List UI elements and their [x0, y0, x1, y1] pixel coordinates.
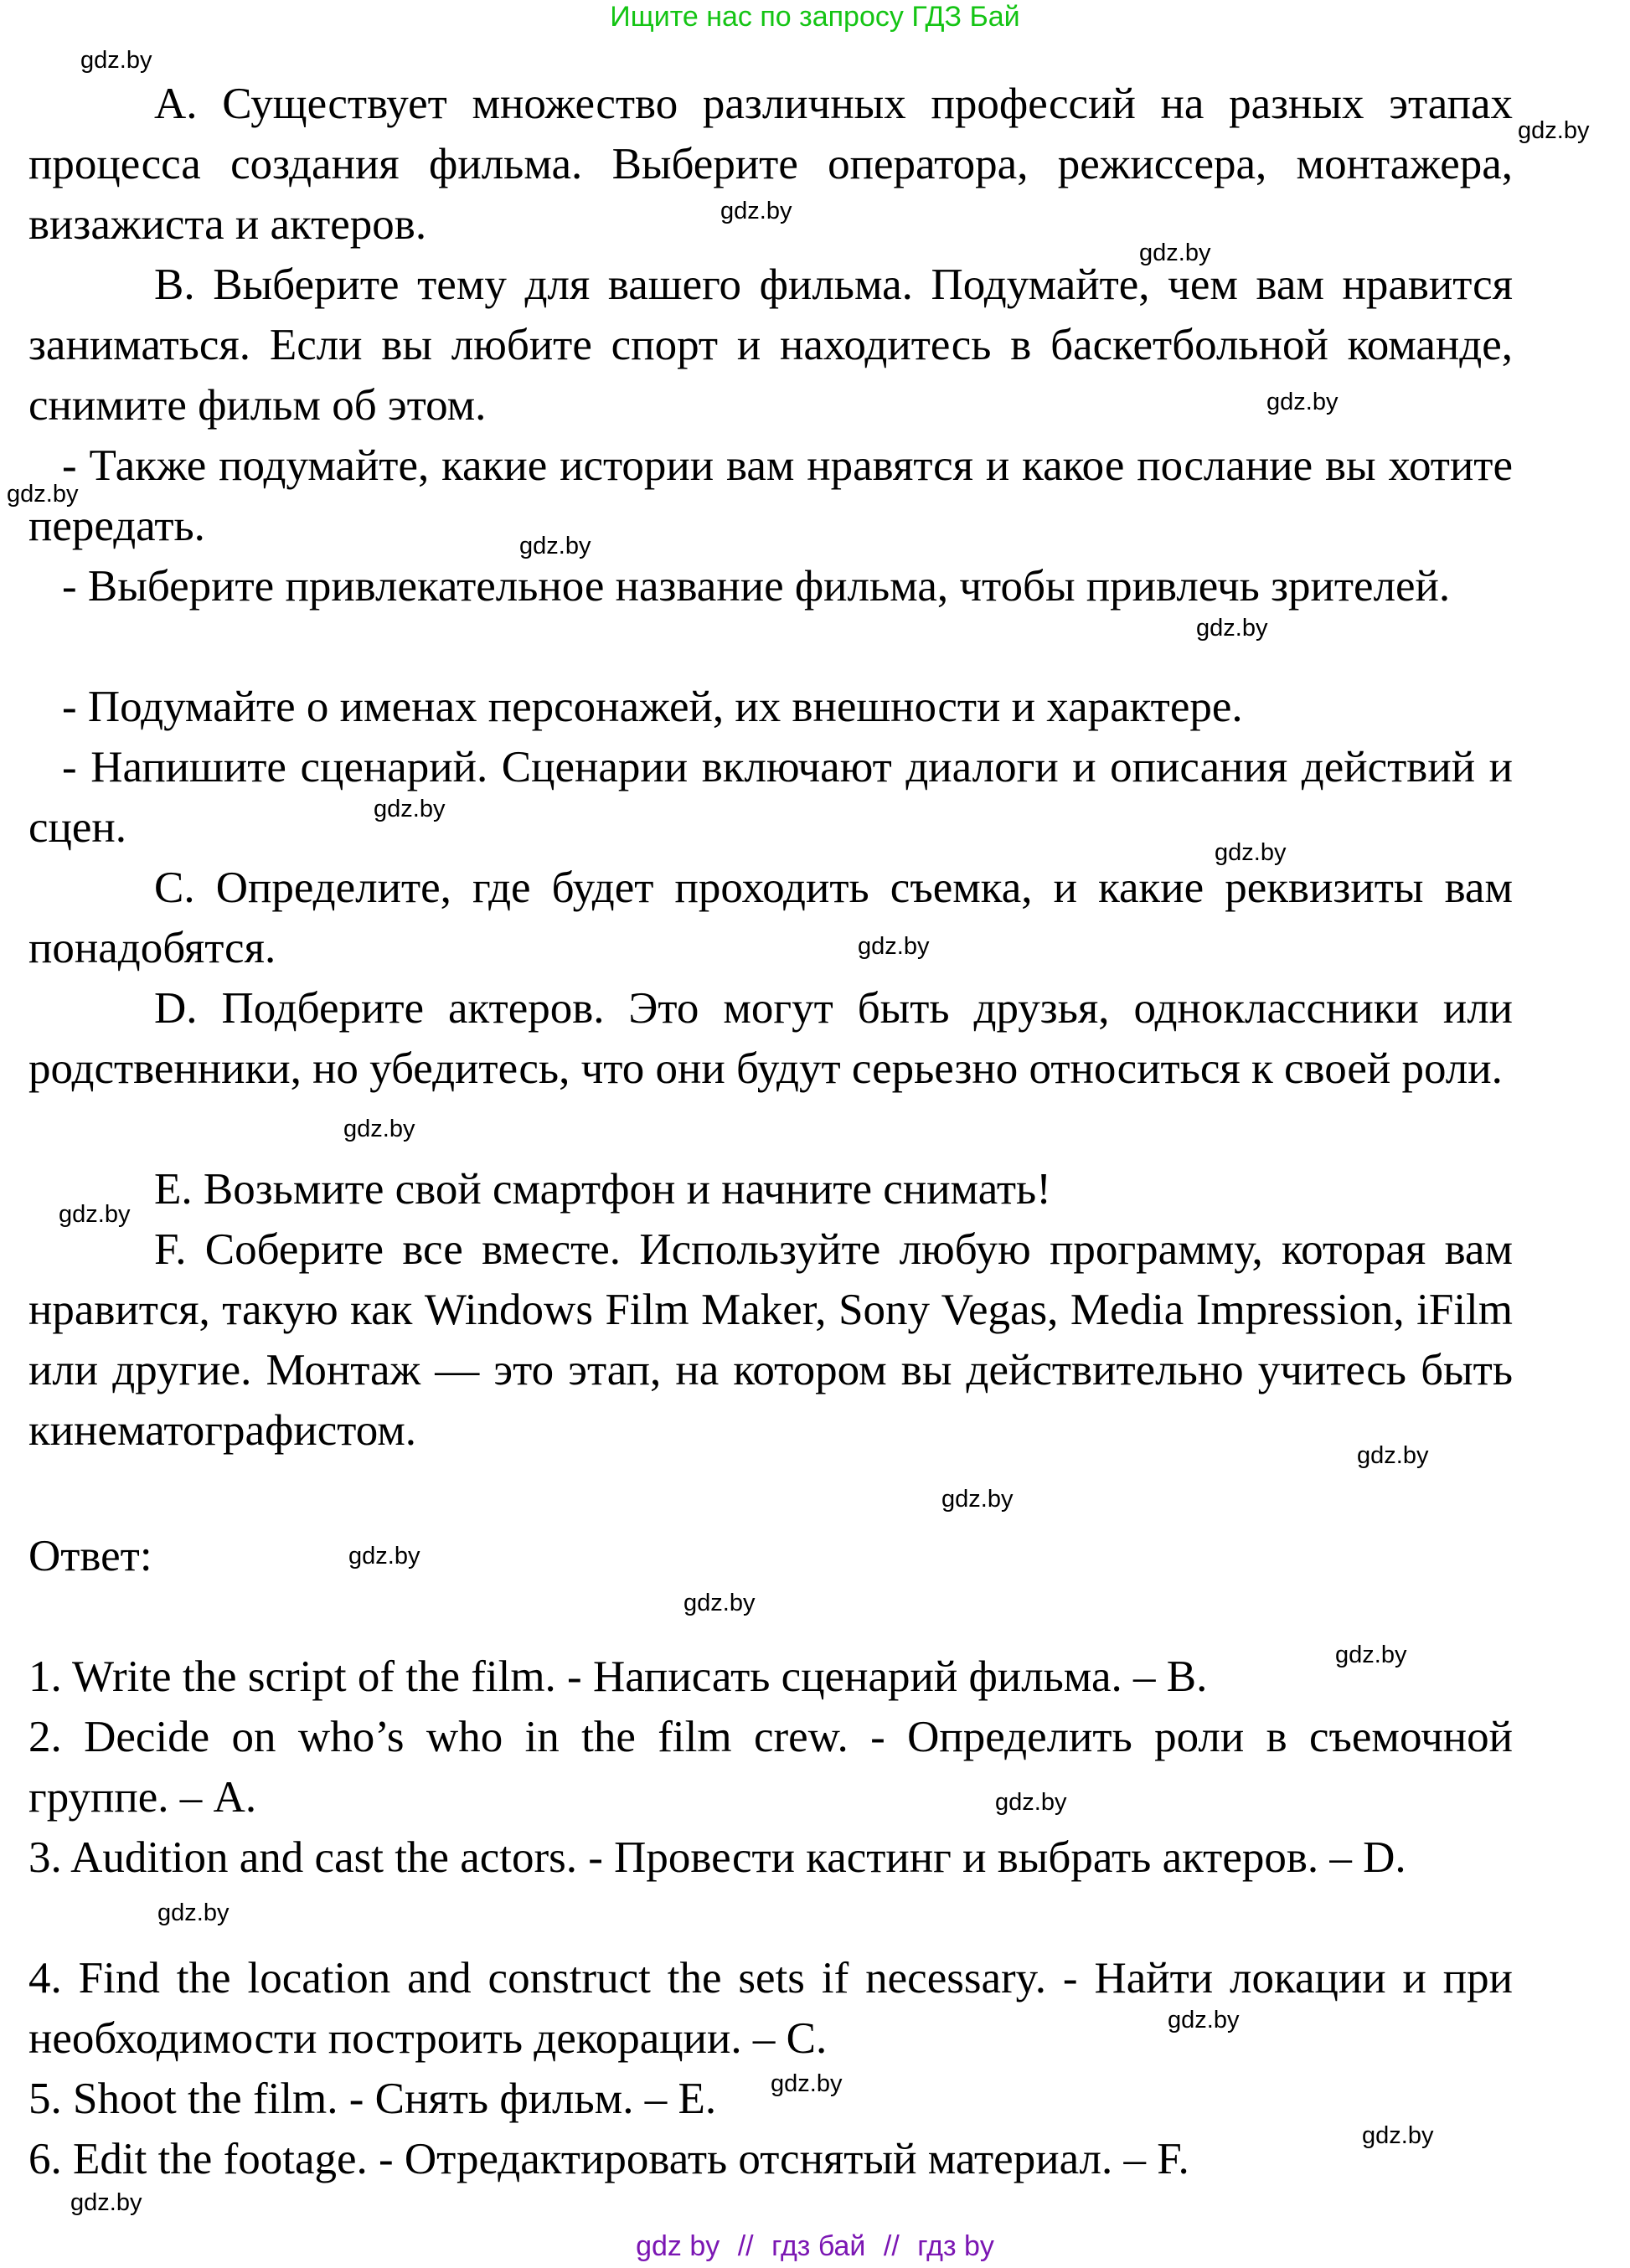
- watermark: gdz.by: [771, 2070, 843, 2097]
- watermark: gdz.by: [157, 1899, 230, 1926]
- answer-item-4: 4. Find the location and construct the sets if necessary. - Найти локации и при необходимости построить декорации. – C.: [28, 1954, 1513, 2063]
- task-b-item-1: - Также подумайте, какие истории вам нравятся и какое послание вы хотите передать.: [28, 441, 1513, 550]
- footer-separator: //: [883, 2230, 900, 2262]
- watermark: gdz.by: [1266, 389, 1339, 415]
- watermark: gdz.by: [59, 1201, 131, 1228]
- task-c: C. Определите, где будет проходить съемка, и какие реквизиты вам понадобятся.: [28, 863, 1513, 972]
- task-b-item-4: - Напишите сценарий. Сценарии включают диалоги и описания действий и сцен.: [28, 743, 1513, 852]
- top-banner[interactable]: Ищите нас по запросу ГДЗ Бай: [610, 1, 1020, 33]
- task-b-item-2: - Выберите привлекательное название фильма, чтобы привлечь зрителей.: [62, 562, 1451, 611]
- watermark: gdz.by: [348, 1543, 420, 1570]
- watermark: gdz.by: [1168, 2007, 1240, 2033]
- answer-item-3: 3. Audition and cast the actors. - Провести кастинг и выбрать актеров. – D.: [28, 1833, 1406, 1882]
- answer-item-2: 2. Decide on who’s who in the film crew. - Определить роли в съемочной группе. – A.: [28, 1713, 1513, 1822]
- watermark: gdz.by: [1518, 117, 1590, 144]
- watermark: gdz.by: [1215, 839, 1287, 866]
- task-a: A. Существует множество различных профессий на разных этапах процесса создания фильма. Выберите оператора, режиссера, монтажера, визажиста и актеров.: [28, 80, 1513, 249]
- answer-item-6: 6. Edit the footage. - Отредактировать отснятый материал. – F.: [28, 2135, 1189, 2183]
- watermark: gdz.by: [720, 198, 792, 224]
- task-f: F. Соберите все вместе. Используйте любую программу, которая вам нравится, такую как Windows Film Maker, Sony Vegas, Media Impression, iFilm или другие. Монтаж — это этап, на котором вы действительно учитесь быть кинематографистом.: [28, 1225, 1513, 1455]
- watermark: gdz.by: [374, 796, 446, 822]
- watermark: gdz.by: [858, 933, 930, 960]
- watermark: gdz.by: [7, 481, 79, 508]
- task-e: E. Возьмите свой смартфон и начните снимать!: [154, 1165, 1051, 1214]
- task-b-item-3: - Подумайте о именах персонажей, их внешности и характере.: [62, 683, 1243, 731]
- watermark: gdz.by: [519, 533, 591, 559]
- watermark: gdz.by: [1362, 2122, 1434, 2149]
- footer-separator: //: [737, 2230, 754, 2262]
- task-d: D. Подберите актеров. Это могут быть друзья, одноклассники или родственники, но убедитесь, что они будут серьезно относиться к своей роли.: [28, 984, 1513, 1093]
- watermark: gdz.by: [683, 1590, 756, 1616]
- footer-link-gdz-by[interactable]: gdz by: [636, 2230, 720, 2262]
- footer-link-gdz-bai[interactable]: гдз бай: [771, 2230, 866, 2262]
- watermark: gdz.by: [80, 47, 152, 74]
- watermark: gdz.by: [941, 1486, 1014, 1513]
- answer-label: Ответ:: [28, 1532, 152, 1580]
- answer-item-1: 1. Write the script of the film. - Написать сценарий фильма. – B.: [28, 1652, 1208, 1701]
- task-b: B. Выберите тему для вашего фильма. Подумайте, чем вам нравится заниматься. Если вы любите спорт и находитесь в баскетбольной команде, снимите фильм об этом.: [28, 260, 1513, 430]
- answer-item-5: 5. Shoot the film. - Снять фильм. – E.: [28, 2075, 717, 2123]
- watermark: gdz.by: [1357, 1442, 1429, 1469]
- footer-link-gdz-by-cyr[interactable]: гдз by: [917, 2230, 994, 2262]
- watermark: gdz.by: [1139, 240, 1211, 266]
- watermark: gdz.by: [1196, 615, 1268, 642]
- footer-links: [0, 2229, 1630, 2263]
- watermark: gdz.by: [1335, 1642, 1407, 1668]
- watermark: gdz.by: [343, 1116, 415, 1142]
- watermark: gdz.by: [70, 2189, 142, 2216]
- watermark: gdz.by: [995, 1789, 1067, 1816]
